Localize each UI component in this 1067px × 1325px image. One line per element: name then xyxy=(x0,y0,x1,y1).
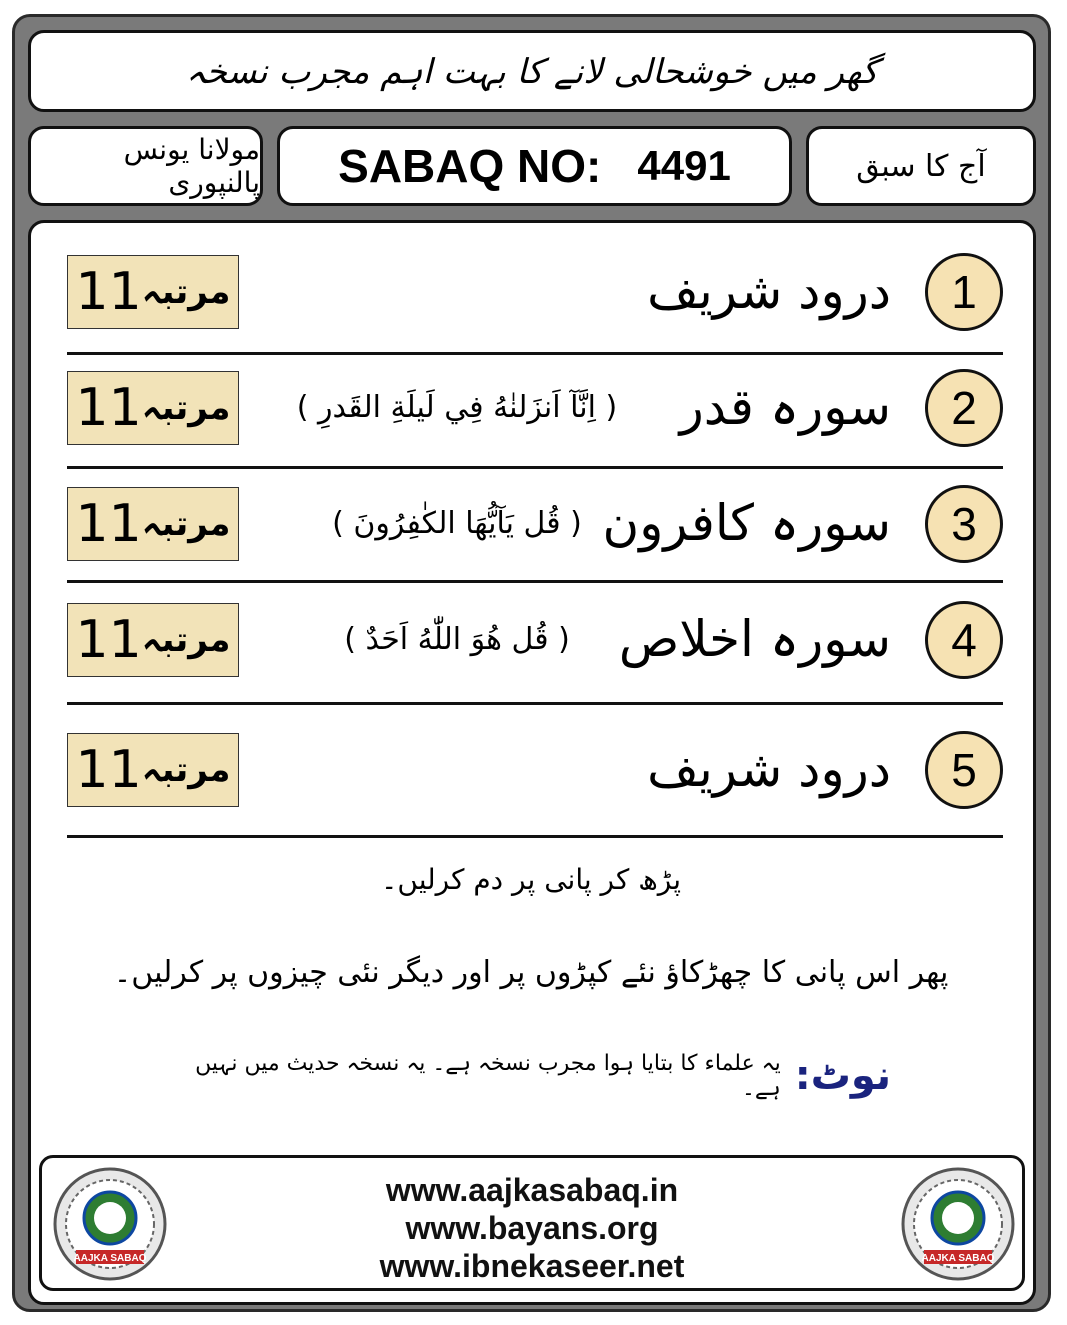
ayah-text: ( قُل هُوَ اللّٰهُ اَحَدٌ ) xyxy=(344,621,570,657)
recitation-row xyxy=(67,357,1003,457)
recitation-name: سورہ اخلاص xyxy=(618,610,891,668)
ayah-text: ( قُل يَآيُّهَا الكٰفِرُونَ ) xyxy=(332,505,582,541)
main-panel xyxy=(28,220,1036,1305)
ayah-text: ( اِنَّآ اَنزَلنٰهُ فِي لَيلَةِ القَدرِ ) xyxy=(296,389,618,425)
divider xyxy=(67,702,1003,705)
count-box xyxy=(67,255,239,329)
today-panel xyxy=(806,126,1036,206)
note-line xyxy=(151,1051,891,1101)
note-text: یہ علماء کا بتایا ہوا مجرب نسخہ ہے۔ یہ نسخہ حدیث میں نہیں ہے۔ xyxy=(195,1051,781,1101)
sabaq-label: SABAQ NO: xyxy=(338,140,602,192)
row-number-badge: 1 xyxy=(925,253,1003,331)
row-number-badge: 2 xyxy=(925,369,1003,447)
count-box xyxy=(67,733,239,807)
website-link[interactable]: www.aajkasabaq.in xyxy=(385,1172,679,1208)
count-number: 11 xyxy=(75,262,142,322)
count-number: 11 xyxy=(75,740,142,800)
seal-text: AAJKA SABAQ xyxy=(921,1253,995,1264)
count-number: 11 xyxy=(75,610,142,670)
count-word: مرتبہ xyxy=(141,504,231,544)
recitation-row xyxy=(67,589,1003,689)
count-box xyxy=(67,371,239,445)
seal-logo-right xyxy=(900,1166,1016,1282)
note-label: نوٹ: xyxy=(794,1053,891,1099)
website-link[interactable]: www.ibnekaseer.net xyxy=(379,1248,685,1284)
row-number-badge: 5 xyxy=(925,731,1003,809)
instruction-line-1: پڑھ کر پانی پر دم کرلیں۔ xyxy=(380,863,682,896)
website-link[interactable]: www.bayans.org xyxy=(405,1210,659,1246)
row-number-badge: 3 xyxy=(925,485,1003,563)
author-panel xyxy=(28,126,263,206)
recitation-name: سورہ کافرون xyxy=(602,494,891,552)
recitation-row xyxy=(67,241,1003,341)
title-panel xyxy=(28,30,1036,112)
row-number-badge: 4 xyxy=(925,601,1003,679)
recitation-row xyxy=(67,719,1003,819)
count-word: مرتبہ xyxy=(141,750,231,790)
divider xyxy=(67,466,1003,469)
divider xyxy=(67,835,1003,838)
count-word: مرتبہ xyxy=(141,272,231,312)
recitation-name: درود شریف xyxy=(647,740,891,798)
author-name: مولانا یونس پالنپوری xyxy=(123,133,260,199)
today-label: آج کا سبق xyxy=(856,148,986,184)
page-title: گھر میں خوشحالی لانے کا بہت اہم مجرب نسخہ xyxy=(185,51,879,92)
count-box xyxy=(67,603,239,677)
recitation-name: درود شریف xyxy=(647,262,891,320)
recitation-row xyxy=(67,473,1003,573)
sabaq-number: 4491 xyxy=(637,142,731,189)
divider xyxy=(67,352,1003,355)
divider xyxy=(67,580,1003,583)
count-number: 11 xyxy=(75,494,142,554)
count-box xyxy=(67,487,239,561)
footer-box xyxy=(39,1155,1025,1291)
count-word: مرتبہ xyxy=(141,620,231,660)
seal-text: AAJKA SABAQ xyxy=(73,1253,147,1264)
instruction-line-2: پھر اس پانی کا چھڑکاؤ نئے کپڑوں پر اور دیگر نئی چیزوں پر کرلیں۔ xyxy=(113,955,949,990)
recitation-name: سورہ قدر xyxy=(679,378,891,436)
count-word: مرتبہ xyxy=(141,388,231,428)
count-number: 11 xyxy=(75,378,142,438)
sabaq-panel xyxy=(277,126,792,206)
